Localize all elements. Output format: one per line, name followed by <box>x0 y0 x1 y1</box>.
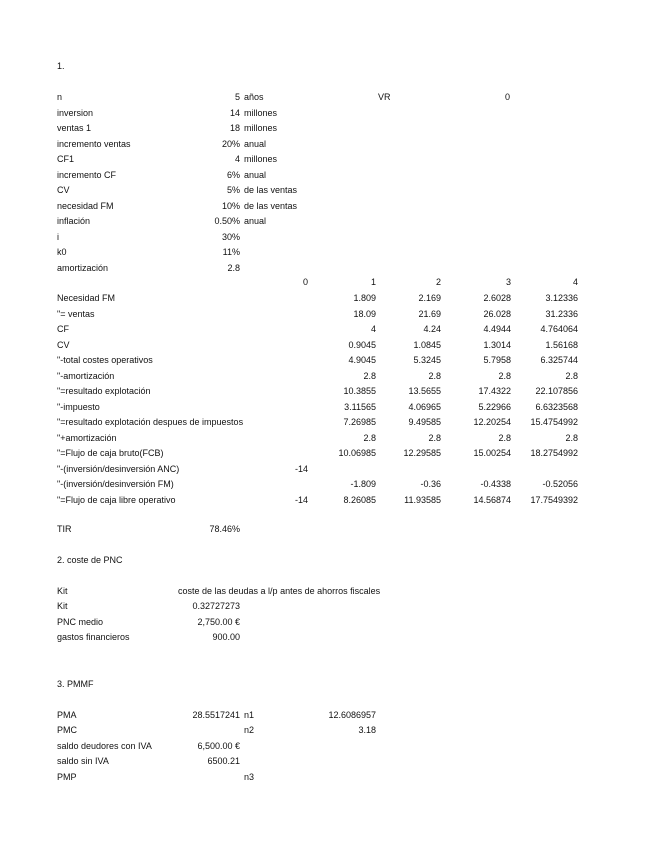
kit-description: coste de las deudas a l/p antes de ahorros fiscales <box>178 586 381 596</box>
table-cell: 12.29585 <box>403 448 441 458</box>
period-header-cell: 4 <box>572 277 578 287</box>
table-cell: -0.52056 <box>542 479 578 489</box>
table-row-label: "=resultado explotación <box>57 386 151 396</box>
param-unit: millones <box>244 123 278 133</box>
period-header-cell: 0 <box>302 277 308 287</box>
table-cell: 2.8 <box>565 370 578 381</box>
param-label: necesidad FM <box>57 200 114 211</box>
pnc-medio-label: PNC medio <box>57 617 104 627</box>
param-unit: de las ventas <box>244 185 298 195</box>
saldo-deudores-iva-value: 6,500.00 € <box>197 741 240 751</box>
table-cell: -14 <box>294 494 308 505</box>
table-cell: 21.69 <box>418 308 441 319</box>
table-cell: 15.4754992 <box>530 417 578 427</box>
table-cell: 3.11565 <box>344 401 376 412</box>
param-value: 30% <box>221 231 240 242</box>
table-row-label: "-amortización <box>57 370 115 381</box>
table-cell: 1.3014 <box>483 339 511 350</box>
section-1-heading: 1. <box>57 61 65 71</box>
table-cell: 22.107856 <box>535 386 578 396</box>
table-row-label: "+amortización <box>57 432 117 443</box>
table-row-label: "-(inversión/desinversión ANC) <box>57 463 180 474</box>
param-unit: anual <box>244 138 267 149</box>
period-header-cell: 1 <box>370 277 376 287</box>
param-value: 10% <box>221 200 240 211</box>
table-cell: 6.325744 <box>540 355 578 365</box>
param-label: n <box>57 92 63 102</box>
param-value: 20% <box>221 138 240 149</box>
kit-value: 0.32727273 <box>192 601 240 611</box>
table-cell: 2.8 <box>498 432 511 443</box>
table-cell: 4.06965 <box>408 401 441 412</box>
table-cell: 12.20254 <box>473 417 511 427</box>
param-label: amortización <box>57 262 109 273</box>
param-value: 2.8 <box>227 262 240 273</box>
table-cell: 18.2754992 <box>530 448 578 458</box>
table-cell: 10.3855 <box>343 386 376 396</box>
section-3-heading: 3. PMMF <box>57 679 94 689</box>
param-label: inversion <box>57 107 94 118</box>
table-row-label: "-(inversión/desinversión FM) <box>57 479 174 489</box>
table-cell: 4.24 <box>423 324 441 334</box>
pma-label: PMA <box>57 710 77 720</box>
table-cell: 2.8 <box>428 432 441 443</box>
table-cell: -14 <box>294 463 308 474</box>
tir-value: 78.46% <box>209 524 240 534</box>
table-cell: 2.8 <box>428 370 441 381</box>
section-2-heading: 2. coste de PNC <box>57 555 123 565</box>
param-value: 11% <box>222 247 240 257</box>
param-value: 14 <box>229 107 240 118</box>
pma-value: 28.5517241 <box>192 710 240 720</box>
table-cell: 17.7549392 <box>530 494 578 505</box>
table-cell: 1.0845 <box>413 339 441 350</box>
table-cell: 3.12336 <box>545 293 578 303</box>
param-label: ventas 1 <box>57 123 92 133</box>
table-cell: 5.7958 <box>483 355 511 365</box>
table-cell: 18.09 <box>353 308 376 319</box>
saldo-sin-iva-label: saldo sin IVA <box>57 756 109 766</box>
table-cell: -0.4338 <box>480 479 511 489</box>
n2-label: n2 <box>244 725 255 735</box>
param-value: 0.50% <box>214 216 240 226</box>
param-label: CV <box>57 185 70 195</box>
period-header-cell: 2 <box>435 277 441 287</box>
saldo-deudores-iva-label: saldo deudores con IVA <box>57 741 152 751</box>
table-cell: -1.809 <box>350 479 376 489</box>
n1-value: 12.6086957 <box>328 710 376 720</box>
table-cell: 2.8 <box>565 432 578 443</box>
table-cell: 8.26085 <box>343 494 376 505</box>
table-row-label: Necesidad FM <box>57 293 116 303</box>
param-unit: de las ventas <box>244 200 298 211</box>
table-row-label: CV <box>57 339 70 350</box>
param-unit: millones <box>244 154 278 164</box>
table-cell: 4.4944 <box>483 324 511 334</box>
param-unit: anual <box>244 169 267 180</box>
table-row-label: "-impuesto <box>57 401 100 412</box>
param-value: 5 <box>234 92 240 102</box>
table-cell: 4.764064 <box>540 324 578 334</box>
table-cell: 2.8 <box>363 432 376 443</box>
table-cell: 13.5655 <box>408 386 441 396</box>
gastos-financieros-value: 900.00 <box>212 632 240 642</box>
table-cell: 0.9045 <box>348 339 376 350</box>
table-cell: 26.028 <box>483 308 511 319</box>
param-label: inflación <box>57 216 91 226</box>
n2-value: 3.18 <box>358 725 376 735</box>
table-row-label: CF <box>57 324 69 334</box>
vr-label: VR <box>378 92 391 102</box>
table-row-label: "= ventas <box>57 308 95 319</box>
table-cell: 2.169 <box>418 293 441 303</box>
table-cell: 9.49585 <box>408 417 441 427</box>
n3-label: n3 <box>244 772 255 782</box>
table-cell: 4 <box>370 324 376 334</box>
param-label: i <box>57 231 59 242</box>
table-row-label: "=Flujo de caja bruto(FCB) <box>57 448 164 458</box>
table-cell: 2.8 <box>498 370 511 381</box>
param-unit: anual <box>244 216 267 226</box>
table-row-label: "=resultado explotación despues de impuestos <box>57 417 244 427</box>
table-cell: 4.9045 <box>348 355 376 365</box>
table-row-label: "=Flujo de caja libre operativo <box>57 494 176 505</box>
tir-label: TIR <box>57 524 72 534</box>
table-cell: 10.06985 <box>338 448 376 458</box>
table-cell: 1.809 <box>353 293 376 303</box>
param-label: incremento CF <box>57 169 117 180</box>
gastos-financieros-label: gastos financieros <box>57 632 130 642</box>
param-unit: años <box>244 92 264 102</box>
pnc-medio-value: 2,750.00 € <box>197 617 240 627</box>
param-value: 5% <box>226 185 240 195</box>
table-cell: -0.36 <box>420 479 441 489</box>
param-label: k0 <box>57 247 67 257</box>
table-cell: 5.3245 <box>413 355 441 365</box>
table-cell: 15.00254 <box>473 448 511 458</box>
table-cell: 2.6028 <box>483 293 511 303</box>
table-cell: 14.56874 <box>473 494 511 505</box>
table-row-label: "-total costes operativos <box>57 355 153 365</box>
table-cell: 6.6323568 <box>535 401 578 412</box>
param-value: 18 <box>229 123 240 133</box>
param-unit: millones <box>244 107 278 118</box>
table-cell: 17.4322 <box>478 386 511 396</box>
kit-label: Kit <box>57 586 68 596</box>
kit-value-label: Kit <box>57 601 68 611</box>
pmc-label: PMC <box>57 725 77 735</box>
period-header-cell: 3 <box>505 277 511 287</box>
param-label: incremento ventas <box>57 138 131 149</box>
table-cell: 5.22966 <box>478 401 511 412</box>
pmp-label: PMP <box>57 772 77 782</box>
param-label: CF1 <box>57 154 75 164</box>
table-cell: 2.8 <box>363 370 376 381</box>
table-cell: 11.93585 <box>404 494 441 505</box>
param-value: 4 <box>234 154 240 164</box>
vr-value: 0 <box>504 92 510 102</box>
param-value: 6% <box>226 169 240 180</box>
n1-label: n1 <box>244 710 255 720</box>
table-cell: 7.26985 <box>343 417 376 427</box>
table-cell: 1.56168 <box>545 339 578 350</box>
saldo-sin-iva-value: 6500.21 <box>207 756 240 766</box>
table-cell: 31.2336 <box>545 308 578 319</box>
